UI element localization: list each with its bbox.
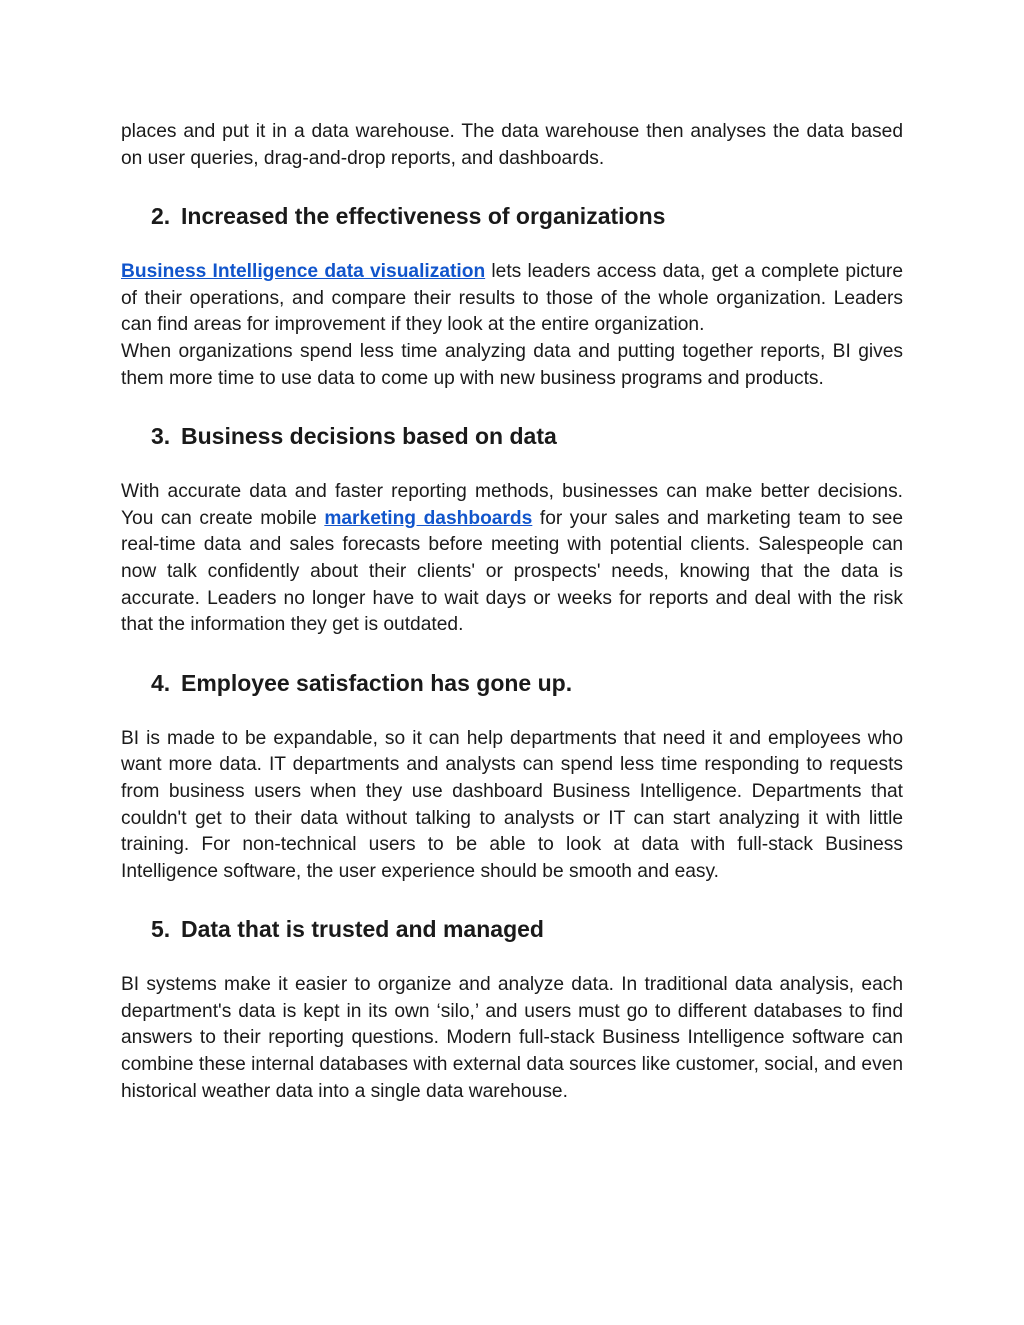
intro-paragraph: places and put it in a data warehouse. The data warehouse then analyses the data based on user queries, drag-and-drop reports, and dashboards. — [121, 121, 903, 169]
section-2-paragraph-1-text: lets leaders access data, get a complete picture of their operations, and compare their results to those of the whole organization. Leaders can find areas for improvement if they look at the entire organization. — [121, 261, 903, 336]
section-5-heading — [151, 914, 903, 944]
section-5-title: Data that is trusted and managed — [181, 916, 544, 943]
section-3-text-after-link: for your sales and marketing team to see real-time data and sales forecasts before meeting with potential clients. Salespeople can now talk confidently about their clients' or prospects' needs, knowing that the data is accurate. Leaders no longer have to wait days or weeks for reports and deal with the risk that the information they get is outdated. — [121, 507, 903, 636]
section-3-heading — [151, 421, 903, 451]
section-4-number: 4. — [151, 669, 171, 696]
section-3-text-before-link: With accurate data and faster reporting methods, businesses can make better decisions. You can create mobile — [121, 481, 903, 529]
section-2-number: 2. — [151, 203, 171, 230]
section-4-title: Employee satisfaction has gone up. — [181, 669, 573, 696]
section-2-heading — [151, 201, 903, 231]
document-page — [121, 119, 903, 1105]
section-3-number: 3. — [151, 423, 171, 450]
section-2-paragraph-2: When organizations spend less time analyzing data and putting together reports, BI gives them more time to use data to come up with new business programs and products. — [121, 340, 903, 389]
section-5-number: 5. — [151, 916, 171, 943]
section-3-paragraph — [121, 479, 903, 639]
section-2-title: Increased the effectiveness of organizations — [181, 203, 666, 230]
section-5-paragraph: BI systems make it easier to organize and analyze data. In traditional data analysis, each department's data is kept in its own ‘silo,’ and users must go to different databases to find answers to their reporting questions. Modern full-stack Business Intelligence software can combine these internal databases with external data sources like customer, social, and even historical weather data into a single data warehouse. — [121, 974, 903, 1102]
section-2-paragraph-1 — [121, 259, 903, 339]
bi-data-visualization-link[interactable]: Business Intelligence data visualization — [121, 261, 486, 283]
section-4-paragraph: BI is made to be expandable, so it can help departments that need it and employees who want more data. IT departments and analysts can spend less time responding to requests from business users when they use dashboard Business Intelligence. Departments that couldn't get to their data without talking to analysts or IT can start analyzing it with little training. For non-technical users to be able to look at data with full-stack Business Intelligence software, the user experience should be smooth and easy. — [121, 727, 903, 882]
section-4-heading — [151, 668, 903, 698]
marketing-dashboards-link[interactable]: marketing dashboards — [324, 507, 533, 529]
section-3-title: Business decisions based on data — [181, 423, 557, 450]
